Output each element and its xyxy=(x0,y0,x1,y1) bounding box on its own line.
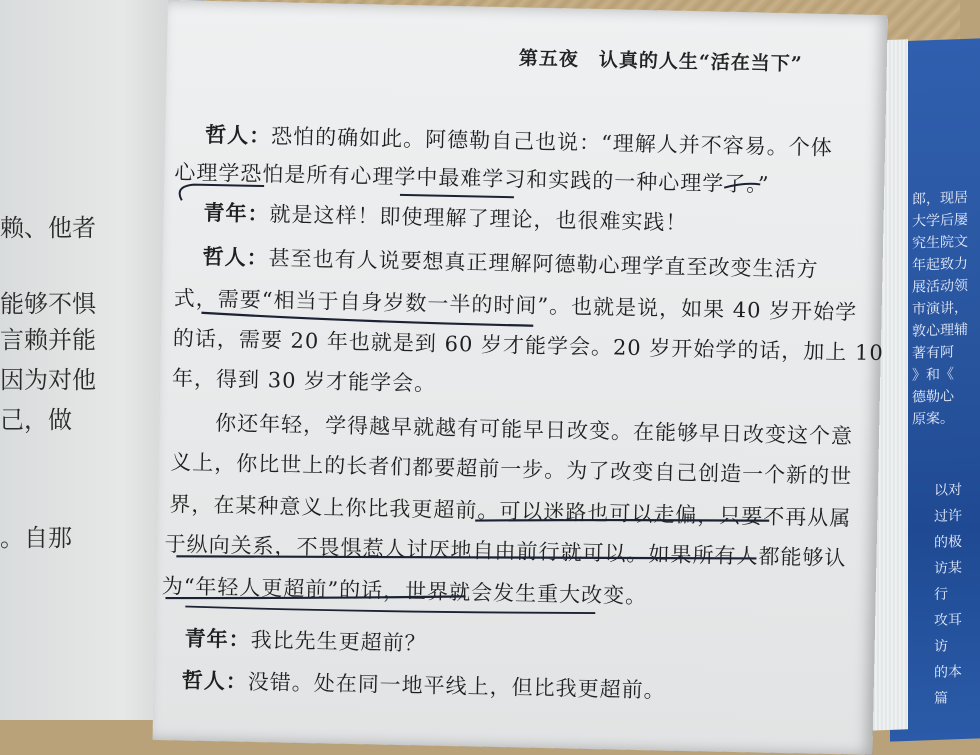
left-page-line: 赖、他者 xyxy=(0,214,96,242)
blue-book-line: 德勒心 xyxy=(912,388,954,406)
text-line xyxy=(170,446,852,490)
blue-book-line: 》和《 xyxy=(912,366,954,384)
line-text: 恐怕的确如此。阿德勒自己也说：“理解人并不容易。个体 xyxy=(270,124,834,160)
text-line xyxy=(171,406,853,450)
blue-book-line: 攻耳 xyxy=(934,612,962,630)
line-text: 我比先生更超前？ xyxy=(250,627,427,656)
line-text: 于纵向关系，不畏惧惹人讨厌地自由前行就可以。如果所有人都能够认 xyxy=(164,532,847,571)
speaker-label: 哲人： xyxy=(181,667,249,694)
blue-book-line: 的极 xyxy=(934,534,962,552)
text-line xyxy=(169,488,851,532)
text-line xyxy=(205,119,833,162)
line-text: 为“年轻人更超前”的话，世界就会发生重大改变。 xyxy=(161,573,648,609)
line-text: 你还年轻，学得越早就越有可能早日改变。在能够早日改变这个意 xyxy=(170,410,854,449)
blue-book-line: 著有阿 xyxy=(912,344,954,362)
line-text: 界，在某种意义上你比我更超前。可以迷路也可以走偏，只要不再从属 xyxy=(169,492,852,531)
text-line xyxy=(202,241,818,284)
blue-book-line: 以对 xyxy=(934,482,962,500)
blue-book-line: 年起致力 xyxy=(912,255,968,274)
line-text: 式，需要“相当于自身岁数一半的时间”。也就是说，如果 40 岁开始学 xyxy=(173,286,858,325)
blue-book-line: 究生院文 xyxy=(912,233,968,252)
chapter-header: 第五夜 认真的人生“活在当下” xyxy=(518,47,803,76)
text-line xyxy=(174,156,770,198)
blue-book-line: 大学后屡 xyxy=(912,211,968,230)
blue-book-line: 原案。 xyxy=(912,410,954,428)
blue-book-line: 的本 xyxy=(934,664,962,682)
speaker-label: 哲人： xyxy=(202,243,269,271)
line-text: 就是这样！即使理解了理论，也很难实践！ xyxy=(269,202,688,235)
text-line xyxy=(203,197,688,237)
left-page-line: 能够不惧 xyxy=(0,290,96,318)
line-text: 心理学恐怕是所有心理学中最难学习和实践的一种心理学了。” xyxy=(174,160,770,197)
line-text: 的话，需要 20 年也就是到 60 岁才能学会。20 岁开始学的话，加上 10 xyxy=(172,326,884,366)
line-text: 甚至也有人说要想真正理解阿德勒心理学直至改变生活方 xyxy=(268,246,819,282)
blue-book-line: 篇 xyxy=(934,690,948,708)
left-page-line: 因为对他 xyxy=(0,366,96,394)
speaker-label: 青年： xyxy=(203,199,270,227)
text-line xyxy=(164,528,846,572)
text-line xyxy=(173,282,857,326)
blue-book-line: 过许 xyxy=(934,508,962,526)
line-text: 义上，你比世上的长者们都要超前一步。为了改变自己创造一个新的世 xyxy=(170,450,853,489)
pen-underline xyxy=(400,195,514,197)
speaker-label: 青年： xyxy=(184,625,251,652)
text-line xyxy=(184,622,427,657)
blue-book-line: 访某 xyxy=(934,560,962,578)
blue-book-line: 展活动领 xyxy=(912,277,968,296)
text-line xyxy=(172,362,437,398)
left-page-line: 言赖并能 xyxy=(0,326,96,354)
text-line xyxy=(173,322,884,367)
blue-book-line: 市演讲， xyxy=(912,299,968,318)
blue-book-line: 访 xyxy=(934,638,948,656)
line-text: 年，得到 30 岁才能学会。 xyxy=(171,366,437,396)
left-page-line: 己，做 xyxy=(0,406,72,434)
line-text: 没错。处在同一地平线上，但比我更超前。 xyxy=(247,669,666,703)
left-page-line: 。自那 xyxy=(0,524,72,552)
text-line xyxy=(161,570,647,610)
blue-book-line: 行 xyxy=(934,586,948,604)
blue-book-line: 敦心理辅 xyxy=(912,321,968,340)
text-line xyxy=(181,664,666,704)
blue-book-line: 郎，现居 xyxy=(912,189,968,208)
speaker-label: 哲人： xyxy=(204,121,272,149)
right-page xyxy=(153,0,888,755)
